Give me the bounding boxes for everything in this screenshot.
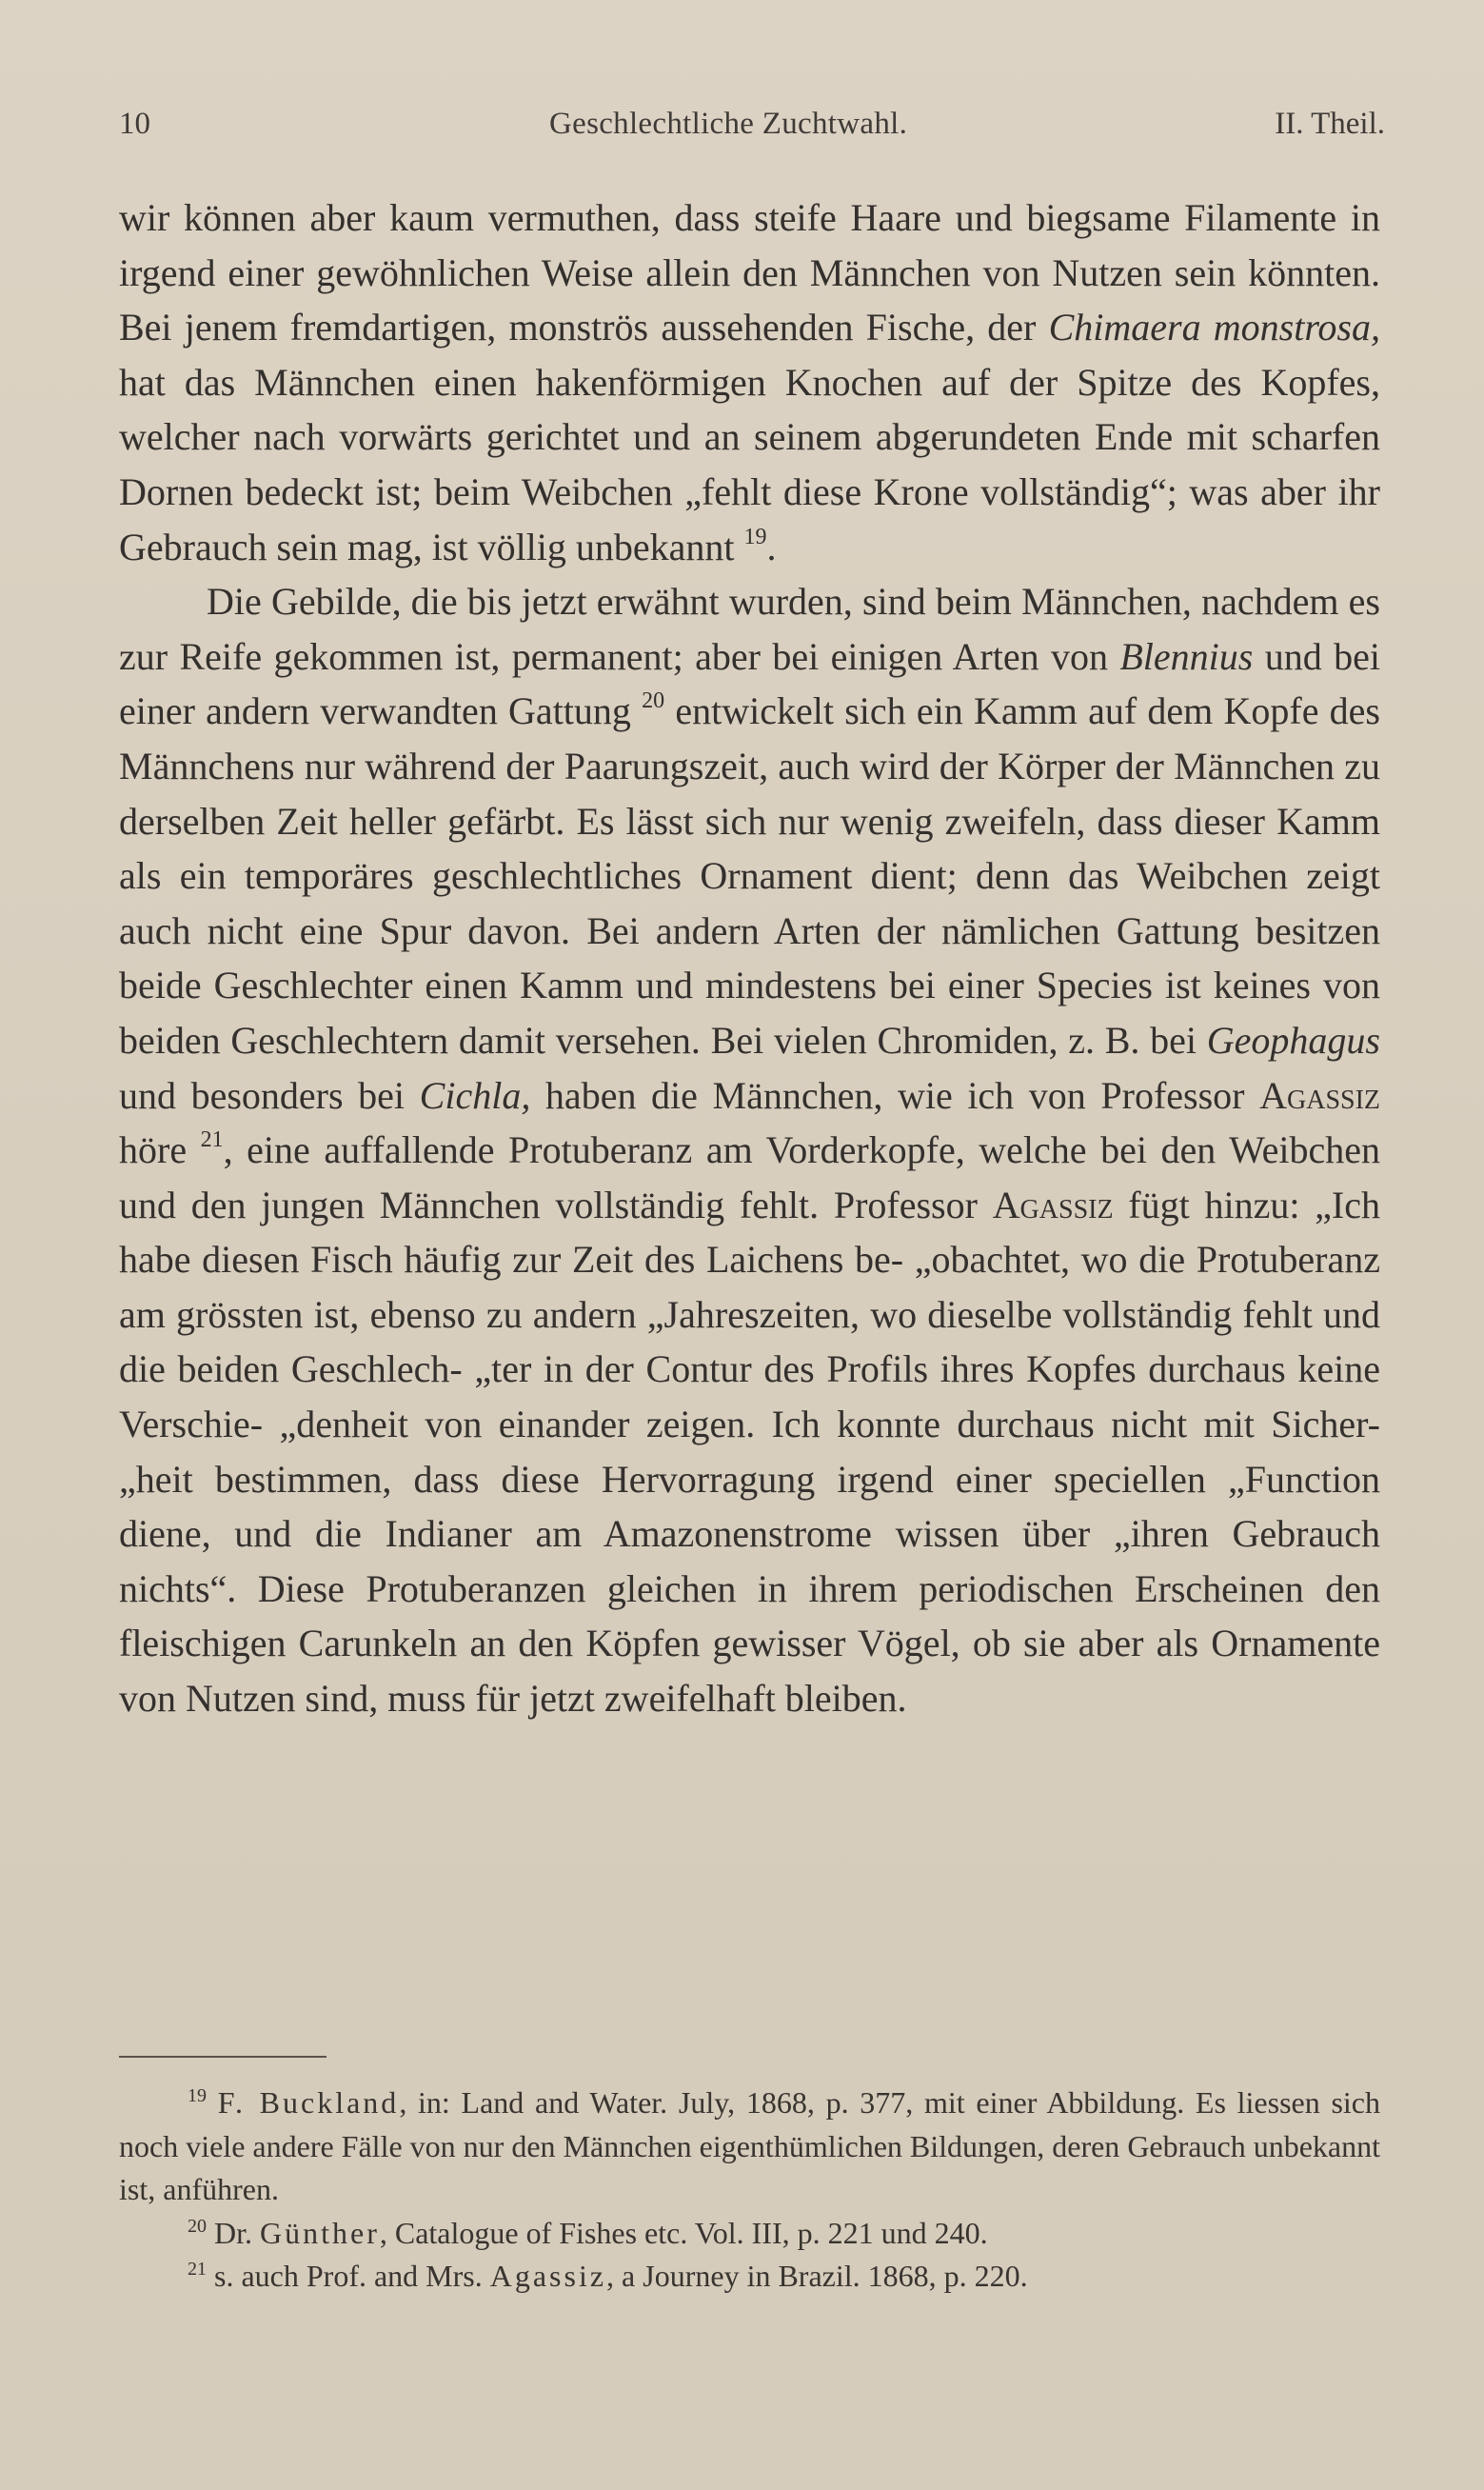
footnote-prefix: s. auch Prof. and Mrs.	[214, 2259, 490, 2293]
p2-italic-blennius: Blennius	[1119, 634, 1254, 678]
footnote-text: , in: Land and Water. July, 1868, p. 377, mit einer Abbildung. Es liessen sich noch viele andere Fälle von nur den Männchen eigenthümlichen Bildungen, deren Gebrauch unbekannt ist, anführen.	[119, 2085, 1381, 2206]
footnote-author: Günther	[260, 2215, 380, 2250]
footnote-21	[119, 2255, 1380, 2299]
p1-italic-chimaera: Chimaera monstrosa,	[1048, 306, 1380, 349]
p2-name-agassiz-1: Agassiz	[1259, 1073, 1381, 1117]
footnote-ref-20[interactable]: 20	[642, 688, 665, 714]
p2-text-2: und bei einer andern verwandten Gattung	[119, 634, 1380, 733]
p1-text-2: hat das Männchen einen hakenförmigen Knochen auf der Spitze des Kopfes, welcher nach vorwärts gerichtet und an seinem abgerundeten Ende mit scharfen Dornen bedeckt ist; beim Weibchen „fehlt diese Krone vollständig“; was aber ihr Gebrauch sein mag, ist völlig unbekannt	[119, 360, 1380, 568]
p2-name-agassiz-2: Agassiz	[992, 1183, 1114, 1226]
running-header	[119, 107, 1385, 154]
main-text	[119, 190, 1380, 1726]
footnote-19	[119, 2082, 1380, 2212]
footnote-number: 19	[188, 2085, 207, 2106]
p1-text-1: wir können aber kaum vermuthen, dass steife Haare und biegsame Filamente in irgend einer gewöhnlichen Weise allein den Männchen von Nutzen sein könnten. Bei jenem fremdartigen, monströs aussehenden Fische, der	[119, 196, 1380, 349]
footnote-number: 20	[188, 2215, 207, 2237]
p2-text-1: Die Gebilde, die bis jetzt erwähnt wurden, sind beim Männchen, nachdem es zur Reife gekommen ist, permanent; aber bei einigen Arten von	[119, 580, 1380, 678]
p2-italic-cichla: Cichla,	[419, 1073, 531, 1117]
footnote-text: , Catalogue of Fishes etc. Vol. III, p. 221 und 240.	[379, 2215, 988, 2250]
footnote-number: 21	[188, 2259, 207, 2280]
p2-text-6: höre	[119, 1128, 201, 1172]
footnote-author: Agassiz	[489, 2259, 607, 2293]
p1-text-3: .	[766, 525, 777, 568]
p2-text-5: haben die Männchen, wie ich von Professor	[530, 1073, 1260, 1117]
footnote-author: F. Buckland	[217, 2085, 400, 2120]
part-label: II. Theil.	[1275, 107, 1385, 141]
footnote-ref-21[interactable]: 21	[200, 1127, 224, 1153]
paragraph-1	[119, 190, 1380, 574]
page-number: 10	[119, 107, 150, 141]
footnote-prefix: Dr.	[214, 2215, 260, 2250]
footnote-divider	[119, 2056, 326, 2058]
paragraph-2	[119, 574, 1380, 1725]
footnote-text: , a Journey in Brazil. 1868, p. 220.	[606, 2259, 1028, 2293]
p2-text-3: entwickelt sich ein Kamm auf dem Kopfe des Männchens nur während der Paarungszeit, auch wird der Körper der Männchen zu derselben Zeit heller gefärbt. Es lässt sich nur wenig zweifeln, dass dieser Kamm als ein temporäres geschlechtliches Ornament dient; denn das Weibchen zeigt auch nicht eine Spur davon. Bei andern Arten der nämlichen Gattung besitzen beide Geschlechter einen Kamm und mindestens bei einer Species ist keines von beiden Geschlechtern damit versehen. Bei vielen Chromiden, z. B. bei	[119, 689, 1381, 1062]
p2-text-8: fügt hinzu: „Ich habe diesen Fisch häufig zur Zeit des Laichens be- „obachtet, wo die Protuberanz am grössten ist, ebenso zu andern „Jahreszeiten, wo dieselbe vollständig fehlt und die beiden Geschlech- „ter in der Contur des Profils ihres Kopfes durchaus keine Verschie- „denheit von einander zeigen. Ich konnte durchaus nicht mit Sicher- „heit bestimmen, dass diese Hervorragung irgend einer speciellen „Function diene, und die Indianer am Amazonenstrome wissen über „ihren Gebrauch nichts“. Diese Protuberanzen gleichen in ihrem periodischen Erscheinen den fleischigen Carunkeln an den Köpfen gewisser Vögel, ob sie aber als Ornamente von Nutzen sind, muss für jetzt zweifelhaft bleiben.	[119, 1183, 1380, 1721]
p2-italic-geophagus: Geophagus	[1206, 1018, 1380, 1062]
p2-text-4: und besonders bei	[119, 1073, 420, 1117]
running-title: Geschlechtliche Zuchtwahl.	[549, 107, 908, 141]
footnote-20	[119, 2212, 1380, 2256]
p2-text-7: , eine auffallende Protuberanz am Vorderkopfe, welche bei den Weibchen und den jungen Männchen vollständig fehlt. Professor	[119, 1128, 1380, 1226]
footnote-ref-19[interactable]: 19	[743, 524, 767, 549]
footnotes	[119, 2082, 1380, 2299]
